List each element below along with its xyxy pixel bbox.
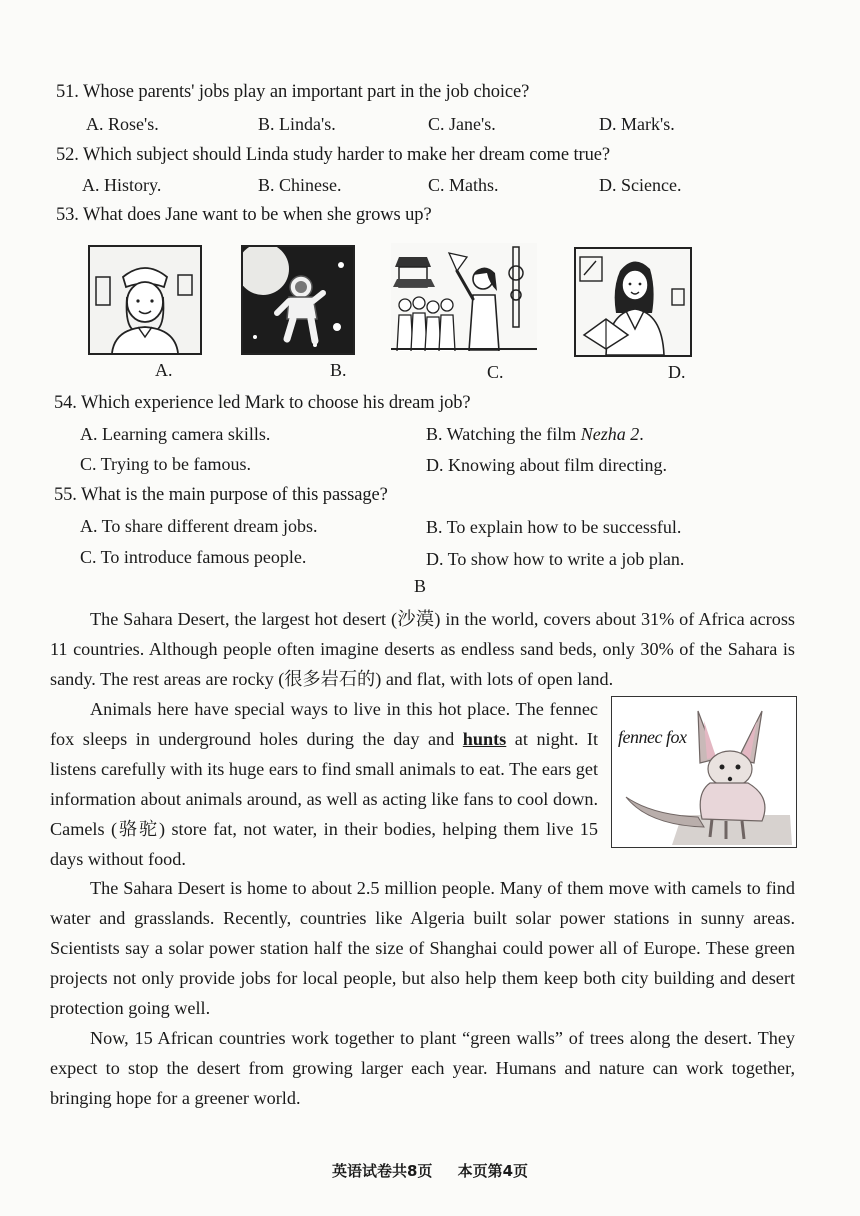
picture-astronaut xyxy=(241,245,355,355)
question-54: 54. Which experience led Mark to choose his dream job? xyxy=(54,393,471,413)
paragraph-1-text: The Sahara Desert, the largest hot desert (沙漠) in the world, covers about 31% of Africa across 11 countries. Although people often imagine deserts as endless sand beds, only 30% of the Sahara is sandy. The rest areas are rocky (很多岩石的) and flat, with lots of open land. xyxy=(50,609,795,689)
q52-option-b: B. Chinese. xyxy=(258,175,342,195)
question-55: 55. What is the main purpose of this passage? xyxy=(54,485,388,505)
section-label: B xyxy=(414,576,427,596)
paragraph-2-start: Animals here have special ways to live in this hot place. The fennec fox sleeps in underground holes during the day and xyxy=(50,699,598,749)
astronaut-illustration xyxy=(243,247,353,353)
q54-option-b xyxy=(426,424,644,445)
q54-option-a: A. Learning camera skills. xyxy=(80,424,271,444)
q52-option-c: C. Maths. xyxy=(428,175,499,195)
question-52: 52. Which subject should Linda study harder to make her dream come true? xyxy=(56,145,610,165)
q52-option-a: A. History. xyxy=(82,175,162,195)
q55-option-d: D. To show how to write a job plan. xyxy=(426,549,685,569)
picture-label-b: B. xyxy=(330,360,347,380)
tour-guide-illustration xyxy=(391,243,537,351)
nurse-illustration xyxy=(90,247,200,353)
q54-option-b-end: . xyxy=(639,424,644,444)
q55-option-b: B. To explain how to be successful. xyxy=(426,517,682,537)
paragraph-4-text: Now, 15 African countries work together to plant “green walls” of trees along the desert. They expect to stop the desert from growing larger each year. Humans and nature can work together, bringing hope for a greener world. xyxy=(50,1028,795,1108)
passage-paragraph-2 xyxy=(50,694,598,874)
paragraph-3-text: The Sahara Desert is home to about 2.5 million people. Many of them move with camels to find water and grasslands. Recently, countries like Algeria built solar power stations in sunny areas. Scientists say a solar power station half the size of Shanghai could power all of Europe. These green projects not only provide jobs for local people, but also help them keep both city building and desert protection going well. xyxy=(50,878,795,1018)
footer-page-number: 本页第4页 xyxy=(457,1162,529,1180)
passage-paragraph-3 xyxy=(50,873,795,1023)
keyword-hunts: hunts xyxy=(462,729,507,749)
footer-total-pages: 英语试卷共8页 xyxy=(331,1162,433,1180)
q51-option-d: D. Mark's. xyxy=(599,114,675,134)
q51-option-a: A. Rose's. xyxy=(86,114,159,134)
film-title: Nezha 2 xyxy=(580,424,640,444)
q55-option-c: C. To introduce famous people. xyxy=(80,547,307,567)
picture-tour-guide xyxy=(391,243,537,351)
picture-nurse xyxy=(88,245,202,355)
q52-option-d: D. Science. xyxy=(599,175,682,195)
question-51: 51. Whose parents' jobs play an important part in the job choice? xyxy=(56,82,530,102)
picture-label-a: A. xyxy=(155,360,173,380)
paragraph-2-text xyxy=(50,694,598,874)
picture-label-d: D. xyxy=(668,362,686,382)
q51-option-b: B. Linda's. xyxy=(258,114,336,134)
fox-caption: fennec fox xyxy=(618,727,687,747)
q54-option-c: C. Trying to be famous. xyxy=(80,454,252,474)
paragraph-2-end: at night. It listens carefully with its huge ears to find small animals to eat. The ears get information about animals around, as well as acting like fans to cool down. Camels (骆驼) store fat, not water, in their bodies, helping them live 15 days without food. xyxy=(50,729,599,869)
q54-option-d: D. Knowing about film directing. xyxy=(426,455,667,475)
fennec-fox-picture xyxy=(611,696,797,848)
picture-label-c: C. xyxy=(487,362,504,382)
q55-option-a: A. To share different dream jobs. xyxy=(80,516,318,536)
q54-option-b-text: B. Watching the film xyxy=(426,424,581,444)
passage-paragraph-4 xyxy=(50,1023,795,1113)
passage-paragraph-1 xyxy=(50,604,795,694)
fennec-fox-illustration xyxy=(612,697,796,847)
question-53: 53. What does Jane want to be when she grows up? xyxy=(56,205,432,225)
picture-teacher xyxy=(574,247,692,357)
q51-option-c: C. Jane's. xyxy=(428,114,496,134)
page-footer xyxy=(0,1160,860,1181)
teacher-illustration xyxy=(576,249,690,355)
